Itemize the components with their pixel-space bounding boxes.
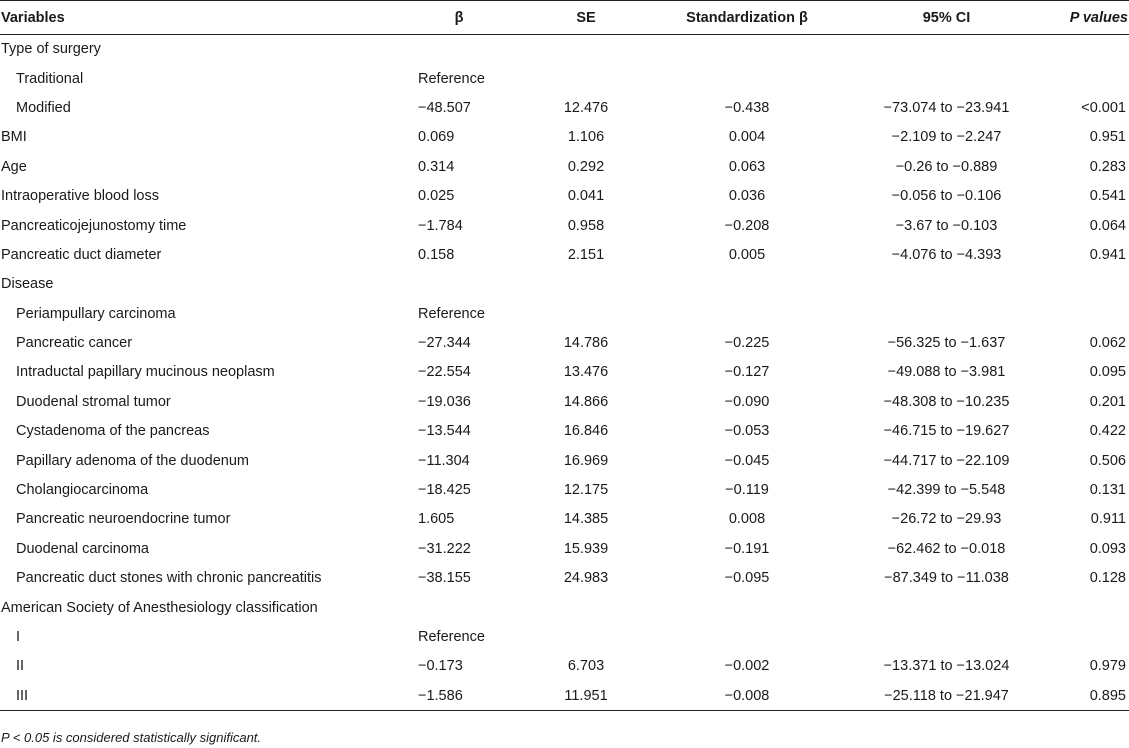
standardization-beta-cell: [648, 299, 824, 328]
table-row: [0, 387, 1129, 416]
standardization-beta-cell: −0.008: [648, 681, 824, 710]
table-row: [0, 181, 1129, 210]
standardization-beta-cell: 0.036: [728, 188, 766, 205]
p-value-cell: 0.064: [1089, 217, 1126, 234]
header-beta: β: [400, 1, 510, 35]
se-cell: 12.476: [563, 99, 609, 116]
p-value-cell: 0.941: [1089, 246, 1126, 263]
beta-cell: −31.222: [418, 540, 471, 557]
se-cell: 11.951: [510, 681, 648, 710]
se-cell: 16.846: [563, 423, 609, 440]
beta-cell: −13.544: [418, 423, 471, 440]
table-row: [0, 35, 1129, 64]
se-cell: 0.958: [567, 217, 605, 234]
table-row: [0, 299, 1129, 328]
table-row: [0, 681, 1129, 710]
table-row: [0, 475, 1129, 504]
standardization-beta-cell: 0.004: [728, 129, 766, 146]
table-row: [0, 564, 1129, 593]
variable-cell: Type of surgery: [1, 41, 101, 58]
p-value-cell: 0.895: [1019, 681, 1129, 710]
se-cell: 2.151: [567, 246, 605, 263]
standardization-beta-cell: −0.208: [724, 217, 770, 234]
table-footnote: [1, 730, 261, 746]
p-value-cell: 0.131: [1089, 482, 1126, 499]
beta-cell: −27.344: [418, 335, 471, 352]
variable-cell: Pancreatic cancer: [16, 335, 133, 352]
ci-cell: −46.715 to −19.627: [883, 423, 1010, 440]
standardization-beta-cell: −0.127: [724, 364, 770, 381]
beta-cell: −0.173: [418, 658, 463, 675]
p-value-cell: 0.128: [1089, 570, 1126, 587]
p-value-cell: 0.911: [1090, 511, 1126, 528]
beta-cell: −48.507: [418, 99, 471, 116]
beta-cell: −11.304: [418, 452, 470, 469]
ci-cell: −48.308 to −10.235: [883, 393, 1010, 410]
p-value-cell: 0.541: [1089, 188, 1126, 205]
se-cell: 14.385: [563, 511, 609, 528]
table-row: [0, 534, 1129, 563]
p-value-cell: 0.951: [1089, 129, 1126, 146]
ci-cell: −4.076 to −4.393: [891, 246, 1002, 263]
table-row: [0, 64, 1129, 93]
variable-cell: Pancreatic duct stones with chronic pancreatitis: [16, 570, 322, 587]
variable-cell: Cholangiocarcinoma: [16, 482, 149, 499]
se-cell: [510, 622, 648, 651]
standardization-beta-cell: −0.438: [724, 99, 770, 116]
standardization-beta-cell: −0.191: [724, 540, 770, 557]
ci-cell: −3.67 to −0.103: [895, 217, 998, 234]
se-cell: 6.703: [567, 658, 605, 675]
ci-cell: −2.109 to −2.247: [891, 129, 1002, 146]
se-cell: [510, 35, 648, 64]
p-value-cell: 0.506: [1089, 452, 1126, 469]
table-row: [0, 505, 1129, 534]
table-row: [0, 328, 1129, 357]
table-row: [0, 417, 1129, 446]
standardization-beta-cell: [648, 622, 824, 651]
variable-cell: Traditional: [16, 70, 84, 87]
header-p-values-label: P values: [1069, 9, 1128, 26]
beta-cell: [400, 593, 510, 622]
beta-cell: [400, 270, 510, 299]
standardization-beta-cell: −0.002: [724, 658, 770, 675]
standardization-beta-cell: 0.008: [728, 511, 766, 528]
ci-cell: [824, 299, 1019, 328]
standardization-beta-cell: [648, 593, 824, 622]
beta-cell: 0.069: [418, 129, 455, 146]
p-value-cell: 0.093: [1089, 540, 1126, 557]
standardization-beta-cell: [648, 35, 824, 64]
p-value-cell: [1019, 270, 1129, 299]
se-cell: 1.106: [567, 129, 605, 146]
variable-cell: Intraductal papillary mucinous neoplasm: [16, 364, 275, 381]
p-value-cell: [1019, 64, 1129, 93]
variable-cell: Pancreatic neuroendocrine tumor: [16, 511, 231, 528]
variable-cell: Intraoperative blood loss: [1, 188, 159, 205]
p-value-cell: 0.283: [1089, 158, 1126, 175]
ci-cell: −73.074 to −23.941: [883, 99, 1010, 116]
ci-cell: [824, 64, 1019, 93]
variable-cell: Modified: [16, 99, 71, 116]
se-cell: 0.292: [567, 158, 605, 175]
header-row: [0, 1, 1129, 35]
p-value-cell: [1019, 299, 1129, 328]
beta-cell: [400, 35, 510, 64]
ci-cell: −56.325 to −1.637: [887, 335, 1006, 352]
ci-cell: −0.26 to −0.889: [895, 158, 998, 175]
variable-cell: American Society of Anesthesiology classification: [1, 599, 318, 616]
ci-cell: [824, 35, 1019, 64]
variable-cell: Papillary adenoma of the duodenum: [16, 452, 249, 469]
standardization-beta-cell: 0.063: [728, 158, 766, 175]
ci-cell: −25.118 to −21.947: [824, 681, 1019, 710]
table-row: [0, 652, 1129, 681]
header-standardization-beta: Standardization β: [648, 1, 824, 35]
header-variables: Variables: [0, 1, 400, 35]
table-row: [0, 123, 1129, 152]
variable-cell: Cystadenoma of the pancreas: [16, 423, 210, 440]
se-cell: [510, 64, 648, 93]
beta-cell: −38.155: [418, 570, 471, 587]
standardization-beta-cell: 0.005: [728, 246, 766, 263]
variable-cell: I: [16, 629, 21, 645]
se-cell: 12.175: [563, 482, 609, 499]
beta-cell: 0.158: [418, 246, 455, 263]
footnote-p-symbol: P: [1, 730, 10, 745]
header-95-ci: 95% CI: [824, 1, 1019, 35]
beta-cell: −1.784: [418, 217, 463, 234]
beta-cell: Reference: [418, 70, 485, 87]
variable-cell: Age: [1, 158, 27, 175]
table-row: [0, 211, 1129, 240]
ci-cell: −13.371 to −13.024: [883, 658, 1010, 675]
variable-cell: II: [16, 658, 25, 675]
standardization-beta-cell: −0.225: [724, 335, 770, 352]
table-row: [0, 622, 1129, 651]
p-value-cell: <0.001: [1081, 99, 1126, 116]
ci-cell: [824, 593, 1019, 622]
ci-cell: −44.717 to −22.109: [883, 452, 1010, 469]
ci-cell: [824, 622, 1019, 651]
se-cell: 14.786: [563, 335, 609, 352]
table-row: [0, 358, 1129, 387]
beta-cell: −19.036: [418, 393, 471, 410]
standardization-beta-cell: −0.119: [725, 482, 769, 499]
standardization-beta-cell: −0.090: [724, 393, 770, 410]
table-row: [0, 240, 1129, 269]
beta-cell: −1.586: [400, 681, 510, 710]
table-row: [0, 93, 1129, 122]
variable-cell: Pancreaticojejunostomy time: [1, 217, 187, 234]
standardization-beta-cell: −0.045: [724, 452, 770, 469]
ci-cell: −0.056 to −0.106: [891, 188, 1002, 205]
se-cell: [510, 270, 648, 299]
ci-cell: [824, 270, 1019, 299]
p-value-cell: 0.201: [1089, 393, 1126, 410]
se-cell: 15.939: [563, 540, 609, 557]
ci-cell: −26.72 to −29.93: [891, 511, 1002, 528]
beta-cell: Reference: [418, 305, 485, 322]
p-value-cell: [1019, 35, 1129, 64]
se-cell: 13.476: [563, 364, 609, 381]
standardization-beta-cell: [648, 64, 824, 93]
se-cell: [510, 593, 648, 622]
p-value-cell: 0.062: [1089, 335, 1126, 352]
table-row: [0, 152, 1129, 181]
se-cell: 16.969: [563, 452, 609, 469]
table-row: [0, 270, 1129, 299]
variable-cell: Periampullary carcinoma: [16, 305, 176, 322]
ci-cell: −42.399 to −5.548: [887, 482, 1006, 499]
se-cell: [510, 299, 648, 328]
table-row: [0, 446, 1129, 475]
beta-cell: 0.314: [418, 158, 455, 175]
se-cell: 14.866: [563, 393, 609, 410]
standardization-beta-cell: −0.095: [724, 570, 770, 587]
table-body: [0, 35, 1129, 711]
header-p-values: [1019, 1, 1129, 35]
table-row: [0, 593, 1129, 622]
footnote-text: < 0.05 is considered statistically significant.: [9, 730, 262, 745]
variable-cell: BMI: [1, 129, 27, 146]
beta-cell: −18.425: [418, 482, 471, 499]
header-se: SE: [510, 1, 648, 35]
p-value-cell: [1019, 622, 1129, 651]
se-cell: 0.041: [567, 188, 605, 205]
p-value-cell: [1019, 593, 1129, 622]
variable-cell: Duodenal stromal tumor: [16, 393, 171, 410]
standardization-beta-cell: [648, 270, 824, 299]
beta-cell: Reference: [418, 629, 485, 645]
p-value-cell: 0.095: [1089, 364, 1126, 381]
beta-cell: −22.554: [418, 364, 471, 381]
ci-cell: −49.088 to −3.981: [887, 364, 1006, 381]
variable-cell: Pancreatic duct diameter: [1, 246, 162, 263]
p-value-cell: 0.422: [1089, 423, 1126, 440]
variable-cell: III: [0, 681, 400, 710]
beta-cell: 0.025: [418, 188, 455, 205]
table-header: [0, 1, 1129, 35]
variable-cell: Disease: [1, 276, 54, 293]
ci-cell: −87.349 to −11.038: [884, 570, 1009, 587]
standardization-beta-cell: −0.053: [724, 423, 770, 440]
se-cell: 24.983: [563, 570, 609, 587]
p-value-cell: 0.979: [1089, 658, 1126, 675]
beta-cell: 1.605: [418, 511, 455, 528]
variable-cell: Duodenal carcinoma: [16, 540, 149, 557]
ci-cell: −62.462 to −0.018: [887, 540, 1006, 557]
